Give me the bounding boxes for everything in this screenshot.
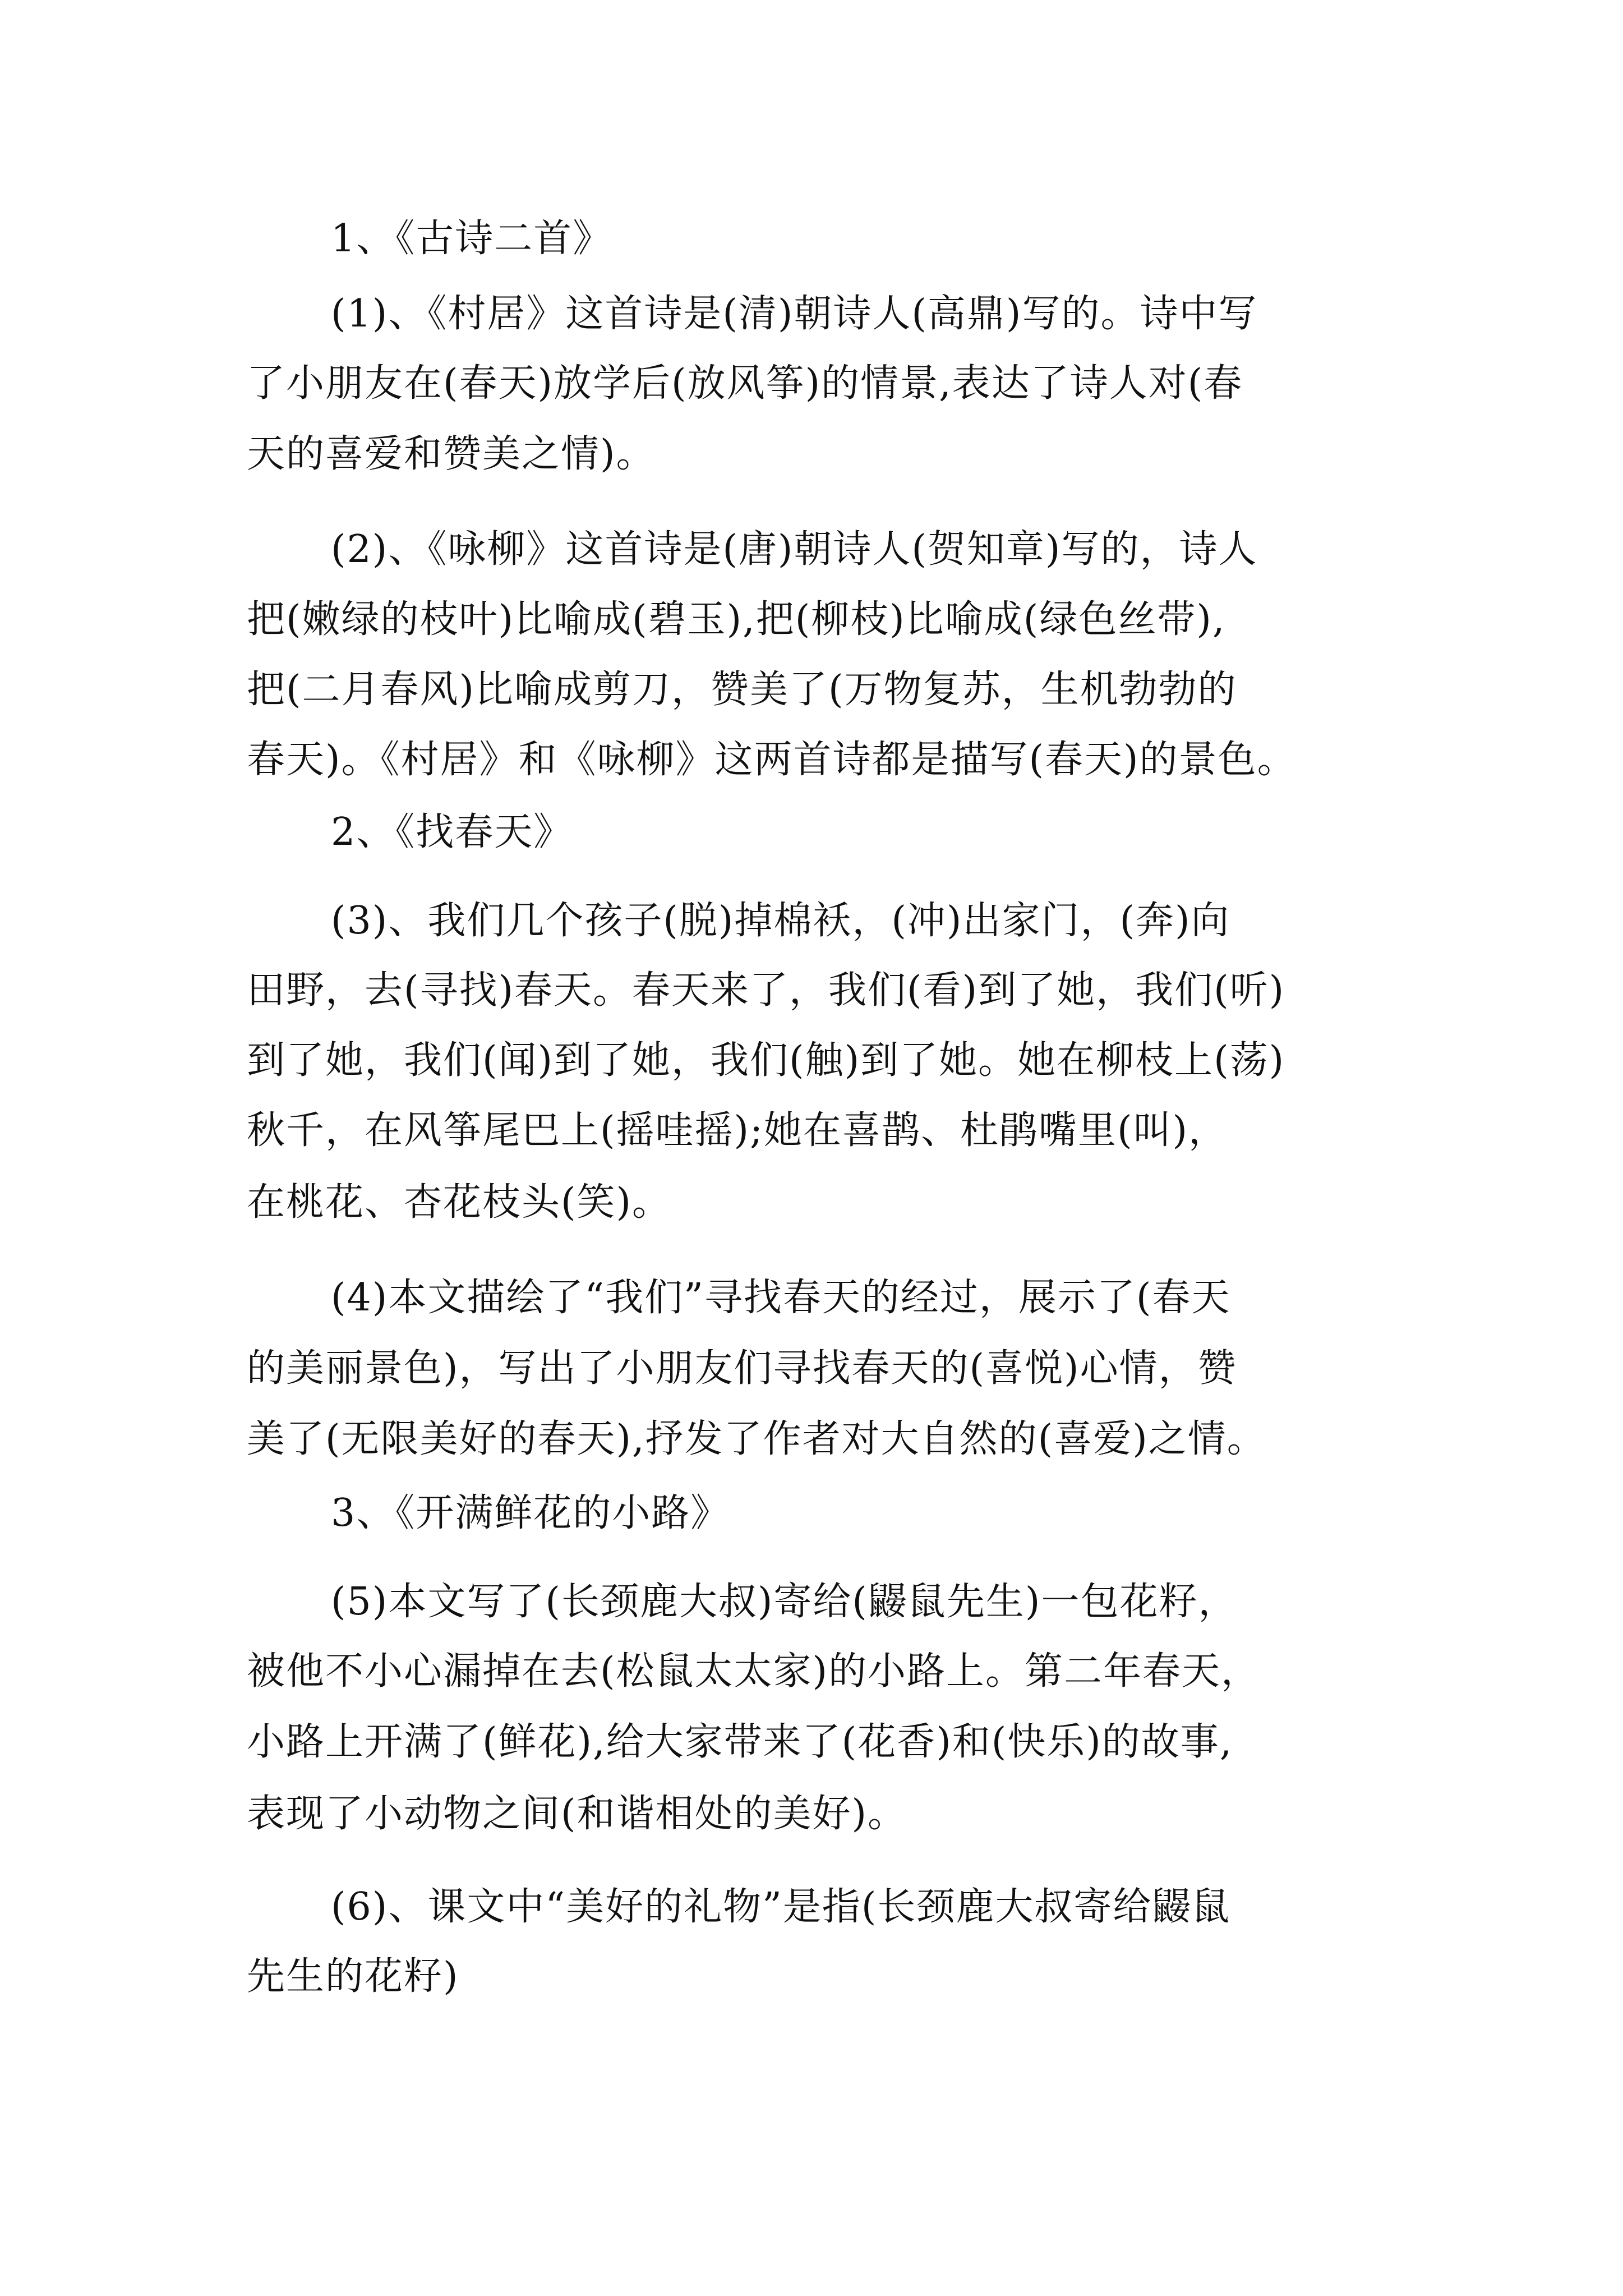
paragraph-line: 春天)。《村居》和《咏柳》这两首诗都是描写(春天)的景色。 — [247, 738, 1297, 782]
paragraph-line: 被他不小心漏掉在去(松鼠太太家)的小路上。第二年春天， — [247, 1649, 1261, 1694]
paragraph-line: 了小朋友在(春天)放学后(放风筝)的情景,表达了诗人对(春 — [247, 361, 1243, 406]
paragraph-line: (1)、《村居》这首诗是(清)朝诗人(高鼎)写的。诗中写 — [331, 292, 1258, 336]
paragraph-line: 的美丽景色)，写出了小朋友们寻找春天的(喜悦)心情，赞 — [247, 1346, 1237, 1391]
paragraph-line: 田野，去(寻找)春天。春天来了，我们(看)到了她，我们(听) — [247, 968, 1285, 1013]
paragraph-line: (5)本文写了(长颈鹿大叔)寄给(鼹鼠先生)一包花籽， — [331, 1580, 1238, 1624]
paragraph-line: (2)、《咏柳》这首诗是(唐)朝诗人(贺知章)写的，诗人 — [331, 527, 1258, 572]
paragraph-line: (6)、课文中“美好的礼物”是指(长颈鹿大叔寄给鼹鼠 — [331, 1885, 1231, 1929]
paragraph-line: 把(嫩绿的枝叶)比喻成(碧玉),把(柳枝)比喻成(绿色丝带), — [247, 597, 1226, 642]
paragraph-line: 先生的花籽) — [247, 1954, 459, 1999]
paragraph-line: 到了她，我们(闻)到了她，我们(触)到了她。她在柳枝上(荡) — [247, 1038, 1285, 1083]
paragraph-line: 秋千，在风筝尾巴上(摇哇摇);她在喜鹊、杜鹃嘴里(叫)， — [247, 1108, 1228, 1153]
paragraph-line: 在桃花、杏花枝头(笑)。 — [247, 1180, 672, 1225]
paragraph-line: 小路上开满了(鲜花),给大家带来了(花香)和(快乐)的故事, — [247, 1720, 1233, 1764]
heading-spring: 2、《找春天》 — [331, 810, 573, 854]
paragraph-line: (3)、我们几个孩子(脱)掉棉袄，(冲)出家门，(奔)向 — [331, 899, 1230, 943]
heading-flower-path: 3、《开满鲜花的小路》 — [331, 1491, 730, 1535]
paragraph-line: (4)本文描绘了“我们”寻找春天的经过，展示了(春天 — [331, 1276, 1231, 1320]
paragraph-line: 美了(无限美好的春天),抒发了作者对大自然的(喜爱)之情。 — [247, 1417, 1266, 1461]
paragraph-line: 表现了小动物之间(和谐相处的美好)。 — [247, 1792, 907, 1836]
heading-poems: 1、《古诗二首》 — [331, 217, 612, 261]
paragraph-line: 把(二月春风)比喻成剪刀，赞美了(万物复苏，生机勃勃的 — [247, 668, 1237, 712]
paragraph-line: 天的喜爱和赞美之情)。 — [247, 432, 656, 476]
